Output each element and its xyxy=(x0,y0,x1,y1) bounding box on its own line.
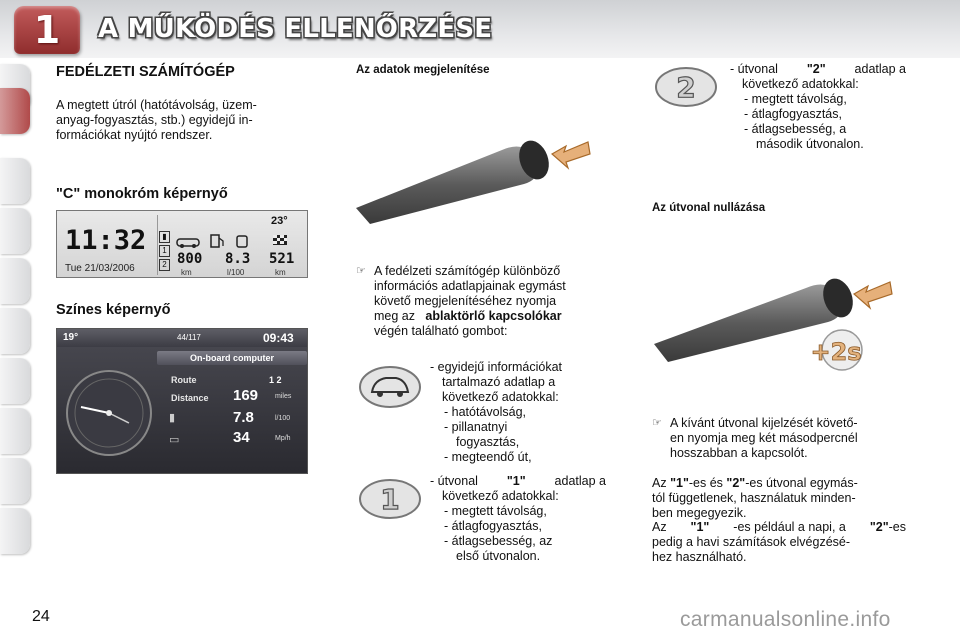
text-line: következő adatokkal: xyxy=(442,489,559,503)
bold-term: "2" xyxy=(806,62,826,76)
route-slot: 2 xyxy=(159,259,170,271)
section-heading: FEDÉLZETI SZÁMÍTÓGÉP xyxy=(56,64,235,80)
text-line: hosszabban a kapcsolót. xyxy=(670,446,808,460)
car-info-list xyxy=(430,360,606,465)
text-line xyxy=(652,476,906,491)
text-line: hez használható. xyxy=(652,550,747,564)
text-line: - átlagfogyasztás, xyxy=(744,107,842,121)
text-line: információs adatlapjainak egymást xyxy=(374,279,566,293)
text-line: formációkat nyújtó rendszer. xyxy=(56,128,213,142)
fuel-pump-icon xyxy=(211,235,223,247)
row-label: Distance xyxy=(171,393,209,403)
bold-term: "2" xyxy=(726,476,746,490)
text-line: végén található gombot: xyxy=(374,324,508,338)
bold-term: "1" xyxy=(690,520,710,534)
text-line: en nyomja meg két másodpercnél xyxy=(670,431,858,445)
text-span: - útvonal xyxy=(730,62,778,76)
display-unit: l/100 xyxy=(227,268,245,277)
text-line: - megteendő út, xyxy=(444,450,532,464)
route-slots xyxy=(159,231,171,273)
bold-term: "2" xyxy=(869,520,889,534)
display-time: 11:32 xyxy=(65,225,147,256)
text-span: adatlap a xyxy=(854,62,906,76)
text-span: adatlap a xyxy=(554,474,606,488)
text-span: meg az xyxy=(374,309,415,323)
car-icon xyxy=(177,239,199,248)
text-line: követő megjelenítéséhez nyomja xyxy=(374,294,557,308)
route-slots: 1 2 xyxy=(269,375,282,385)
text-span: -es és xyxy=(688,476,727,490)
chapter-tab xyxy=(14,6,80,54)
monochrome-display xyxy=(56,210,308,278)
side-tab[interactable] xyxy=(0,258,30,304)
display-value: 521 xyxy=(269,251,295,267)
display-value: 800 xyxy=(177,251,203,267)
compass-icon xyxy=(63,357,157,469)
route-1-badge xyxy=(358,478,422,520)
text-line: fogyasztás, xyxy=(456,435,520,449)
text-line: - átlagsebesség, az xyxy=(444,534,553,548)
text-line xyxy=(430,474,606,489)
page-header xyxy=(0,0,960,58)
divider xyxy=(157,215,158,275)
text-line: - átlagsebesség, a xyxy=(744,122,847,136)
route-2-badge xyxy=(654,66,718,108)
text-line: következő adatokkal: xyxy=(442,390,559,404)
text-line: A kívánt útvonal kijelzését követő- xyxy=(670,416,858,430)
display-date: Tue 21/03/2006 xyxy=(65,263,135,274)
display-time: 09:43 xyxy=(263,331,294,345)
display-distance: 44/117 xyxy=(177,333,201,342)
display-value: 8.3 xyxy=(225,251,251,267)
side-tab[interactable] xyxy=(0,408,30,454)
watermark: carmanualsonline.info xyxy=(680,608,891,631)
color-display xyxy=(56,328,308,474)
text-line xyxy=(374,309,606,324)
row-unit: l/100 xyxy=(275,415,291,422)
side-tab[interactable] xyxy=(0,308,30,354)
text-line: - pillanatnyi xyxy=(444,420,508,434)
side-tabs xyxy=(0,60,34,580)
fuel-pump-icon: ▮ xyxy=(169,412,176,424)
reset-label: +2s xyxy=(810,338,862,366)
display-unit: km xyxy=(275,268,286,277)
text-line: következő adatokkal: xyxy=(742,77,859,91)
fuel-drop-icon xyxy=(237,236,247,247)
bold-term: ablaktörlő kapcsolókar xyxy=(425,309,562,323)
side-tab-active[interactable] xyxy=(0,88,30,134)
badge-number: 2 xyxy=(676,71,696,104)
route-paragraph-1 xyxy=(652,476,906,521)
text-span: -es útvonal egymás- xyxy=(745,476,858,490)
side-tab[interactable] xyxy=(0,208,30,254)
intro-paragraph xyxy=(56,98,308,143)
route-paragraph-2 xyxy=(652,520,906,565)
hand-pointer-icon: ☞ xyxy=(356,265,366,277)
text-line: tartalmazó adatlap a xyxy=(442,375,556,389)
text-line xyxy=(652,520,906,535)
row-value: 169 xyxy=(233,387,259,404)
badge-number: 1 xyxy=(380,483,400,516)
page-title: A MŰKÖDÉS ELLENŐRZÉSE xyxy=(98,14,493,44)
car-icon: ▭ xyxy=(169,434,180,446)
text-line: első útvonalon. xyxy=(456,549,541,563)
display-temperature: 23° xyxy=(271,215,288,227)
wiper-stalk-image xyxy=(352,128,592,228)
fuel-slot-icon: ▮ xyxy=(159,231,170,243)
hand-pointer-icon: ☞ xyxy=(652,417,662,429)
text-line: ben megegyezik. xyxy=(652,506,747,520)
display-temperature: 19° xyxy=(63,332,79,343)
text-line: - hatótávolság, xyxy=(444,405,526,419)
side-tab[interactable] xyxy=(0,458,30,504)
text-line: anyag-fogyasztás, stb.) egyidejű in- xyxy=(56,113,253,127)
text-line: - megtett távolság, xyxy=(744,92,847,106)
row-unit: Mp/h xyxy=(275,435,291,442)
text-span: Az xyxy=(652,520,667,534)
text-line: - átlagfogyasztás, xyxy=(444,519,542,533)
side-tab[interactable] xyxy=(0,158,30,204)
text-span: Az xyxy=(652,476,671,490)
text-line: pedig a havi számítások elvégzésé- xyxy=(652,535,851,549)
text-span: -es például a napi, a xyxy=(733,520,846,534)
car-badge-icon xyxy=(358,364,422,410)
text-line: A fedélzeti számítógép különböző xyxy=(374,264,561,278)
arrow-icon xyxy=(854,282,892,308)
chapter-number: 1 xyxy=(33,8,61,52)
text-line: A megtett útról (hatótávolság, üzem- xyxy=(56,98,257,112)
color-heading: Színes képernyő xyxy=(56,302,171,318)
bold-term: "1" xyxy=(670,476,689,490)
display-unit: km xyxy=(181,268,192,277)
reset-heading: Az útvonal nullázása xyxy=(652,202,766,214)
row-value: 34 xyxy=(233,429,250,446)
flag-icon xyxy=(273,235,287,245)
side-tab[interactable] xyxy=(0,508,30,554)
arrow-icon xyxy=(552,142,590,168)
row-value: 7.8 xyxy=(233,409,254,426)
text-span: -es xyxy=(888,520,906,534)
display-heading: Az adatok megjelenítése xyxy=(356,64,490,76)
display-status-bar xyxy=(57,329,308,347)
text-line: második útvonalon. xyxy=(756,137,864,151)
bullet-paragraph xyxy=(356,264,606,339)
route-slot: 1 xyxy=(159,245,170,257)
side-tab[interactable] xyxy=(0,358,30,404)
text-span: - útvonal xyxy=(430,474,478,488)
text-line xyxy=(730,62,906,77)
page-number: 24 xyxy=(32,608,50,625)
wiper-stalk-image xyxy=(650,264,896,374)
reset-bullet xyxy=(652,416,906,461)
text-line: - megtett távolság, xyxy=(444,504,547,518)
route-label: Route xyxy=(171,375,197,385)
display-title: On-board computer xyxy=(157,351,307,365)
mono-heading: "C" monokróm képernyő xyxy=(56,186,228,202)
bold-term: "1" xyxy=(506,474,526,488)
text-line: - egyidejű információkat xyxy=(430,360,563,374)
info-icons xyxy=(175,233,295,249)
text-line: tól függetlenek, használatuk minden- xyxy=(652,491,856,505)
row-unit: miles xyxy=(275,393,292,400)
route1-list xyxy=(430,474,606,564)
route2-list xyxy=(730,62,906,152)
